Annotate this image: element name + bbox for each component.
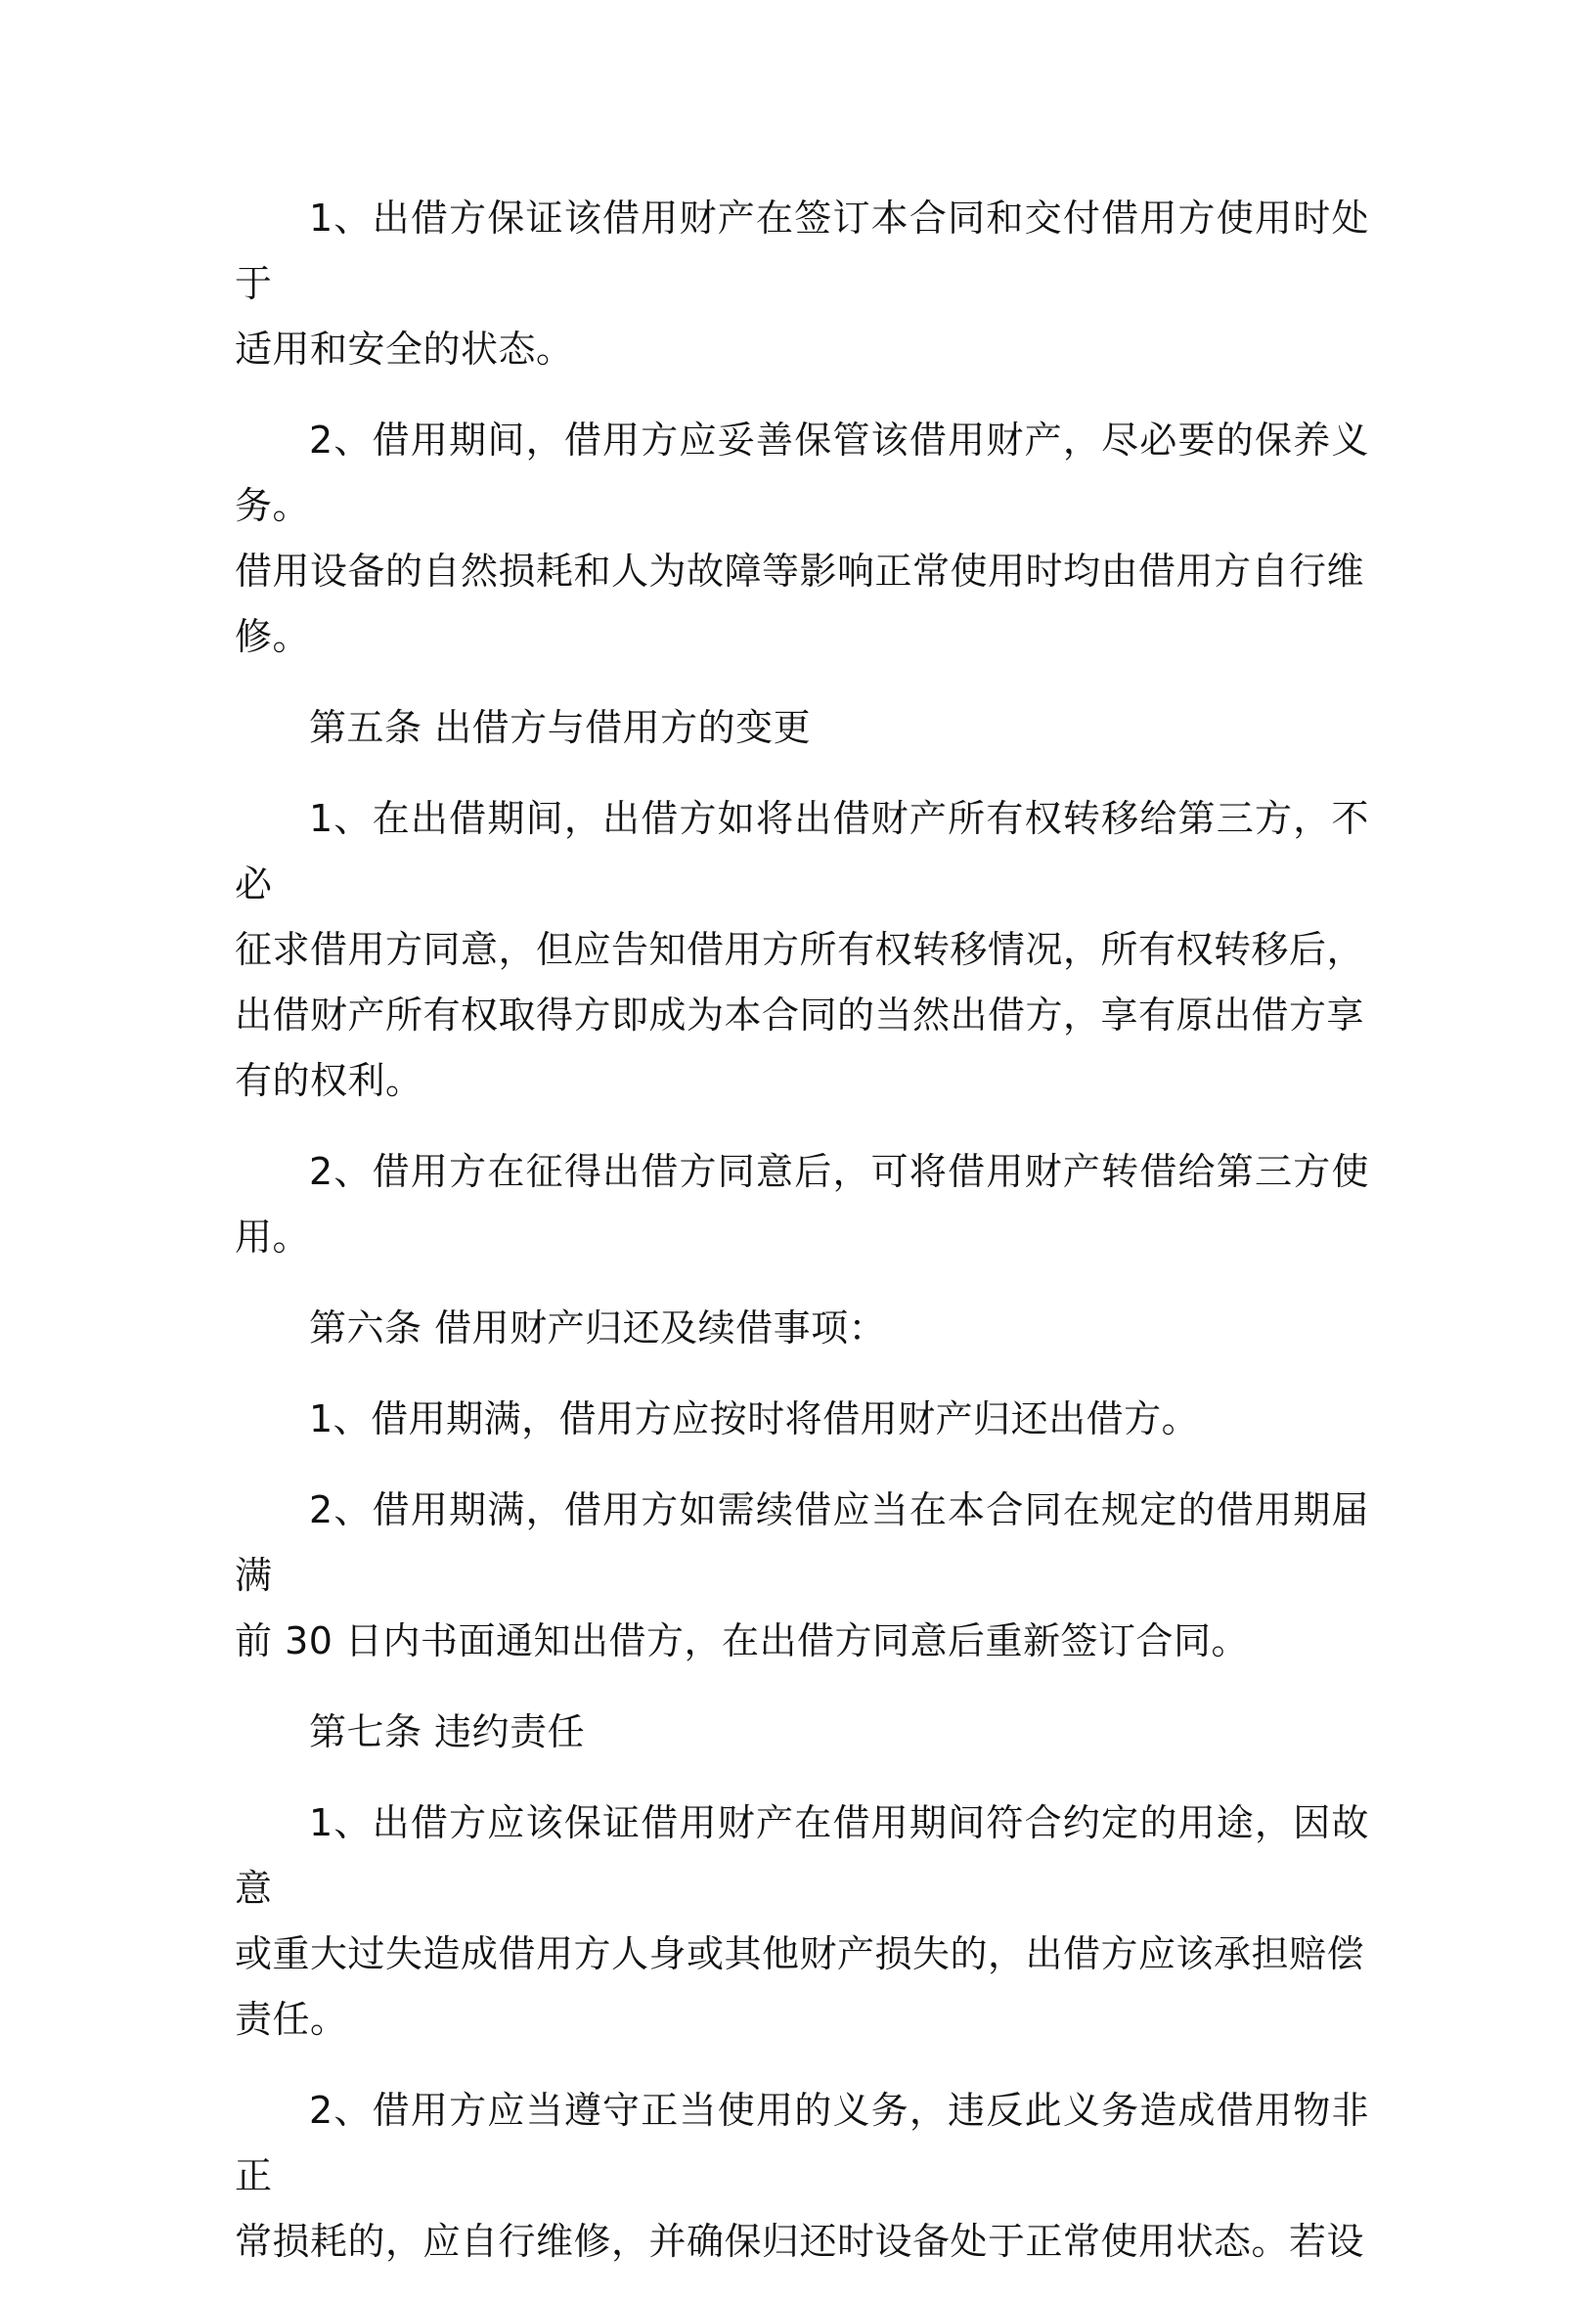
clause-paragraph [235, 1139, 1369, 1270]
text-line: 1、借用期满，借用方应按时将借用财产归还出借方。 [309, 1397, 1200, 1440]
section-heading: 第五条 出借方与借用方的变更 [309, 706, 812, 749]
text-line: 或重大过失造成借用方人身或其他财产损失的，出借方应该承担赔偿 [235, 1932, 1365, 1975]
text-line: 2、借用期间，借用方应妥善保管该借用财产，尽必要的保养义务。 [235, 419, 1369, 527]
clause-paragraph [235, 1387, 1369, 1452]
clause-paragraph [235, 186, 1369, 382]
clause-paragraph [235, 786, 1369, 1114]
clause-paragraph [235, 2078, 1369, 2275]
document-body [235, 186, 1369, 2300]
text-line: 借用设备的自然损耗和人为故障等影响正常使用时均由借用方自行维 [235, 550, 1365, 593]
text-line: 适用和安全的状态。 [235, 328, 574, 371]
clause-paragraph [235, 1478, 1369, 1674]
text-line: 责任。 [235, 1998, 348, 2041]
text-line: 征求借用方同意，但应告知借用方所有权转移情况，所有权转移后， [235, 928, 1365, 971]
text-line: 前 30 日内书面通知出借方，在出借方同意后重新签订合同。 [235, 1619, 1250, 1662]
clause-paragraph [235, 1791, 1369, 2053]
section-heading: 第七条 违约责任 [309, 1710, 586, 1753]
text-line: 1、在出借期间，出借方如将出借财产所有权转移给第三方，不必 [235, 797, 1369, 906]
text-line: 有的权利。 [235, 1059, 423, 1102]
text-line: 2、借用方应当遵守正当使用的义务，违反此义务造成借用物非正 [235, 2089, 1369, 2197]
text-line: 出借财产所有权取得方即成为本合同的当然出借方，享有原出借方享 [235, 994, 1365, 1037]
text-line: 1、出借方保证该借用财产在签订本合同和交付借用方使用时处于 [235, 197, 1369, 305]
text-line: 常损耗的，应自行维修，并确保归还时设备处于正常使用状态。若设 [235, 2220, 1365, 2263]
text-line: 2、借用方在征得出借方同意后，可将借用财产转借给第三方使用。 [235, 1150, 1369, 1259]
text-line: 2、借用期满，借用方如需续借应当在本合同在规定的借用期届满 [235, 1488, 1369, 1597]
text-line: 1、出借方应该保证借用财产在借用期间符合约定的用途，因故意 [235, 1801, 1369, 1910]
clause-paragraph [235, 408, 1369, 670]
text-line: 修。 [235, 615, 311, 658]
section-heading: 第六条 借用财产归还及续借事项： [309, 1306, 887, 1349]
